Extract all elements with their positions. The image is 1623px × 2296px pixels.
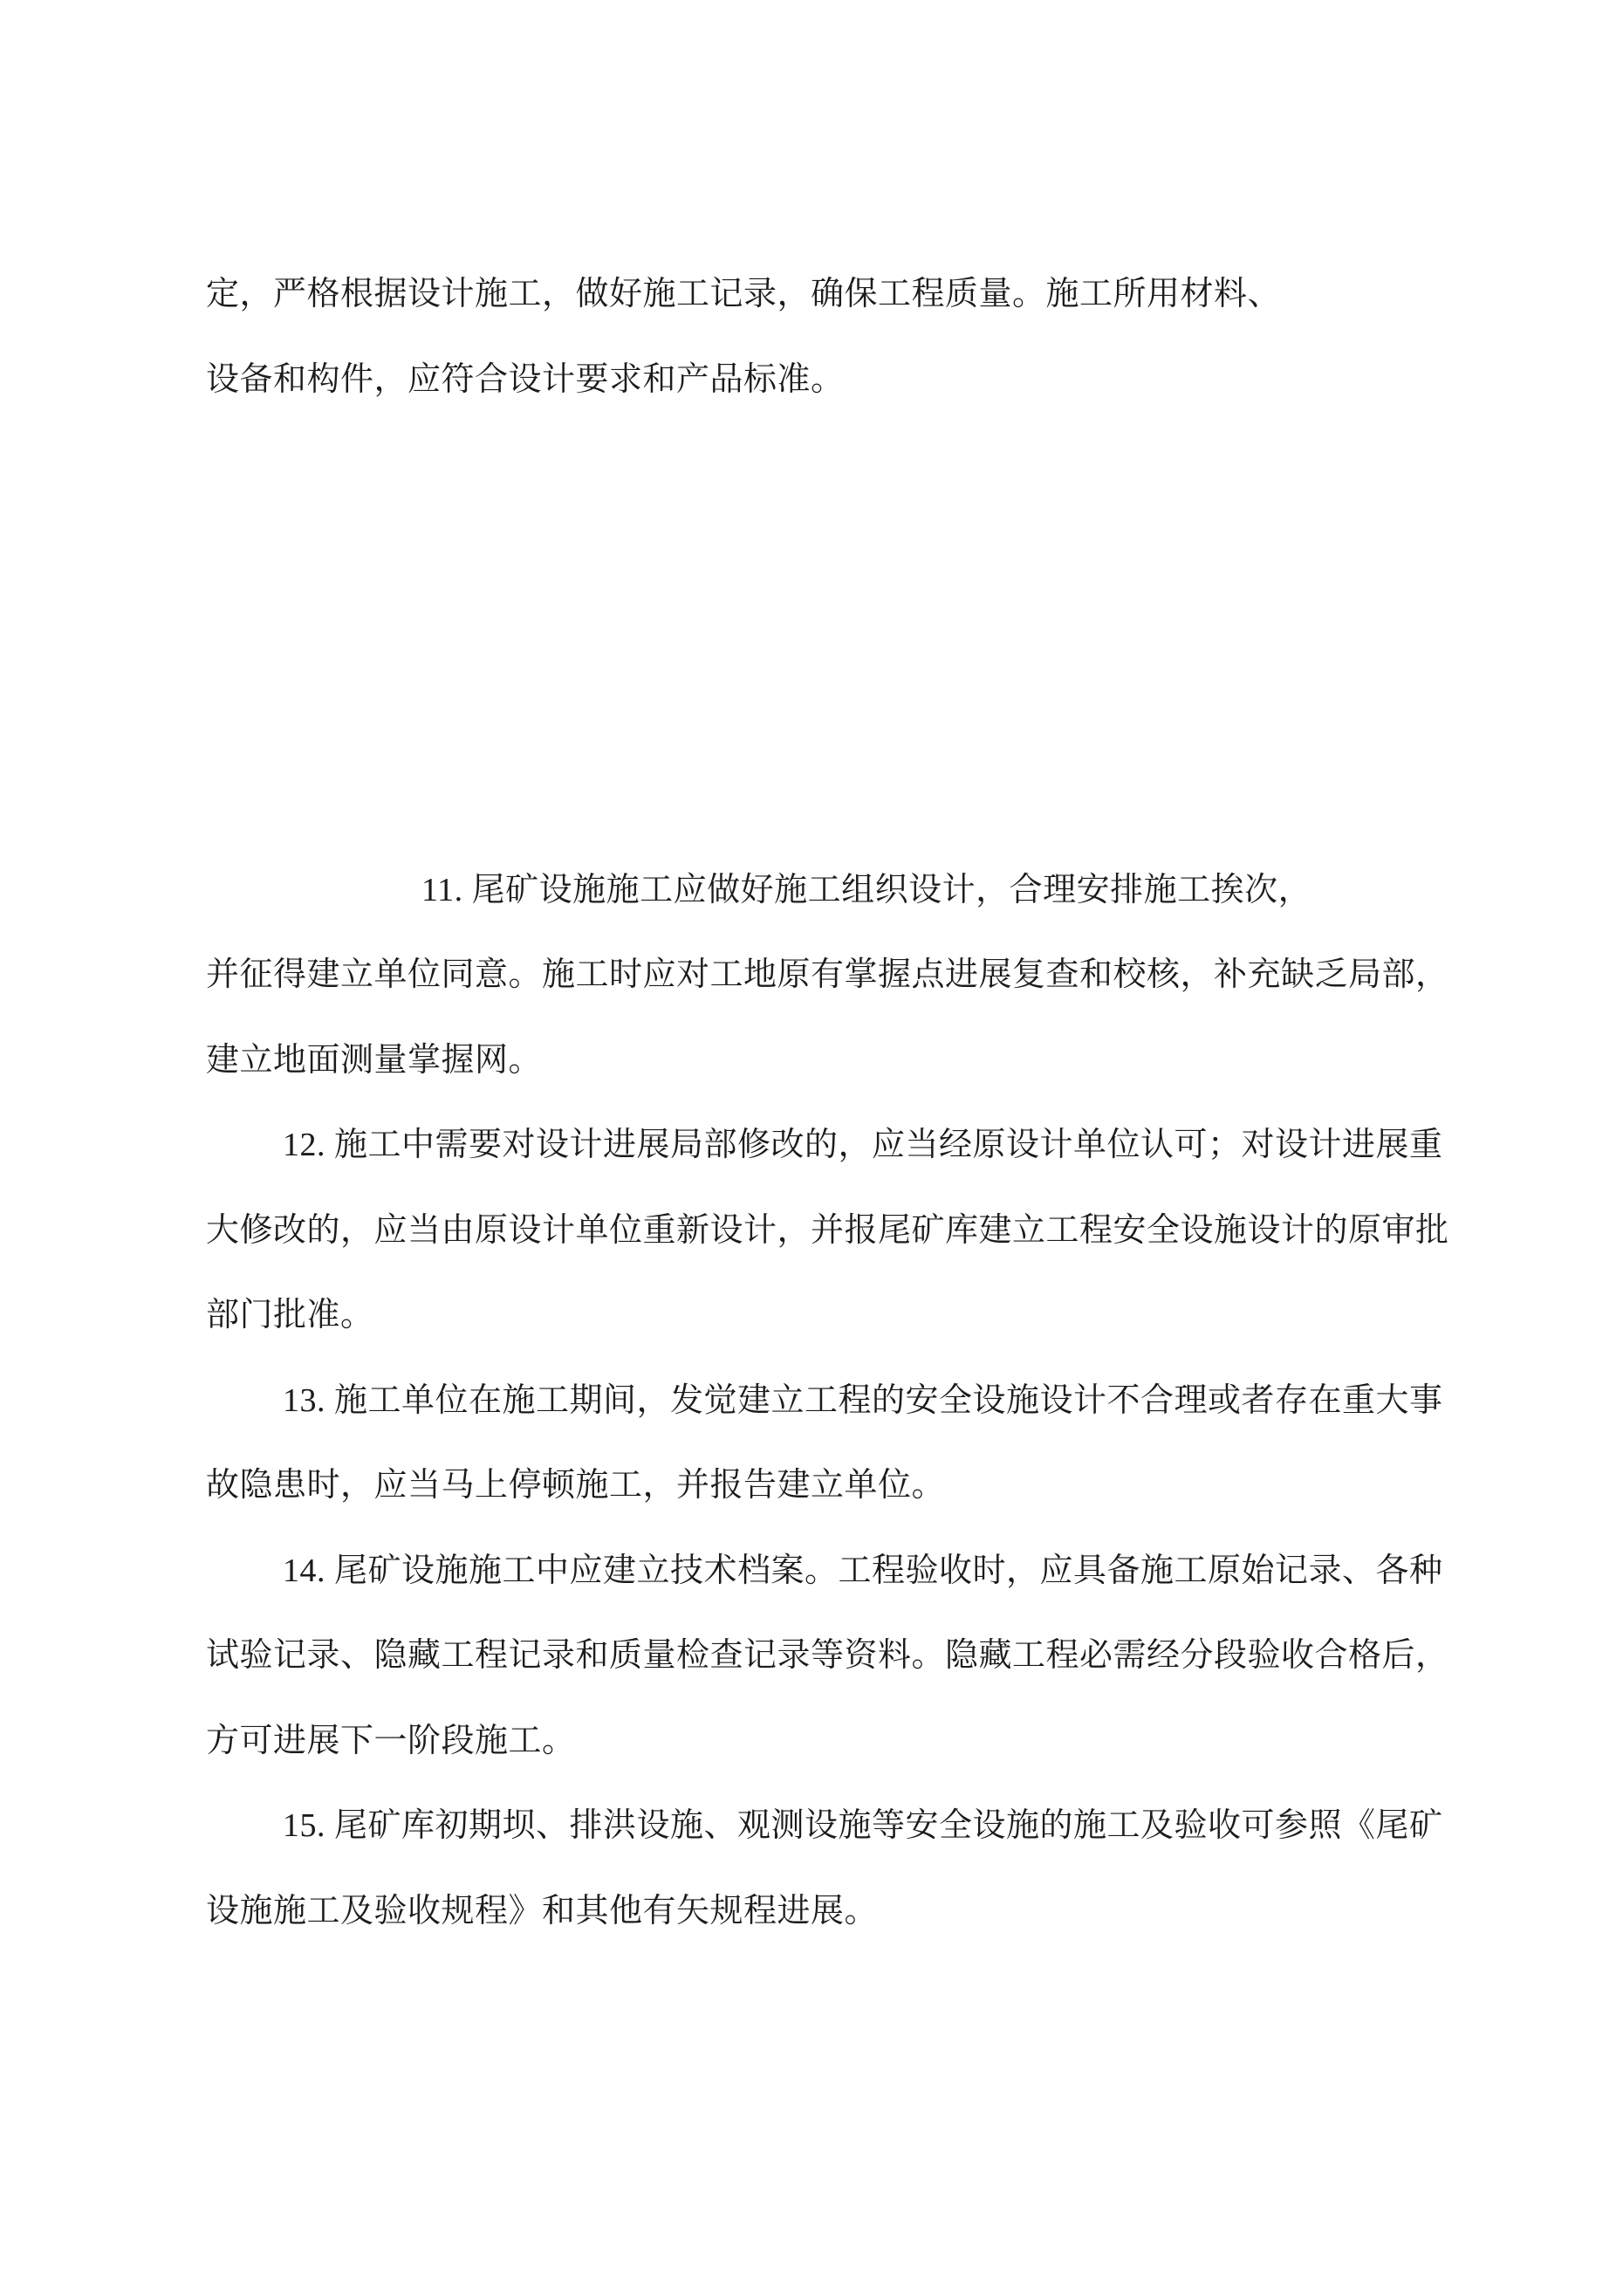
text-line-item-13: 13. 施工单位在施工期间，发觉建立工程的安全设施设计不合理或者存在重大事 bbox=[283, 1381, 1443, 1419]
paragraph-gap bbox=[206, 422, 1428, 848]
text-line: 大修改的，应当由原设计单位重新设计，并报尾矿库建立工程安全设施设计的原审批 bbox=[206, 1211, 1449, 1249]
text-line: 设备和构件，应符合设计要求和产品标准。 bbox=[206, 360, 845, 398]
text-line: 定，严格根据设计施工，做好施工记录，确保工程质量。施工所用材料、 bbox=[206, 276, 1282, 312]
text-line-item-12: 12. 施工中需要对设计进展局部修改的，应当经原设计单位认可；对设计进展重 bbox=[283, 1127, 1443, 1163]
text-line: 方可进展下一阶段施工。 bbox=[206, 1722, 576, 1759]
text-line-item-14: 14. 尾矿设施施工中应建立技术档案。工程验收时，应具备施工原始记录、各种 bbox=[283, 1552, 1443, 1589]
text-line-item-15: 15. 尾矿库初期坝、排洪设施、观测设施等安全设施的施工及验收可参照《尾矿 bbox=[283, 1807, 1443, 1844]
text-line-item-11: 11. 尾矿设施施工应做好施工组织设计，合理安排施工挨次， bbox=[421, 871, 1312, 908]
text-line: 并征得建立单位同意。施工时应对工地原有掌握点进展复查和校核，补充缺乏局部， bbox=[206, 956, 1449, 993]
text-line: 故隐患时，应当马上停顿施工，并报告建立单位。 bbox=[206, 1467, 946, 1504]
text-line: 建立地面测量掌握网。 bbox=[206, 1041, 543, 1079]
text-block bbox=[206, 252, 1449, 1954]
text-line: 试验记录、隐藏工程记录和质量检查记录等资料。隐藏工程必需经分段验收合格后， bbox=[206, 1637, 1449, 1674]
text-line: 设施施工及验收规程》和其他有矢规程进展。 bbox=[206, 1892, 879, 1929]
text-line: 部门批准。 bbox=[206, 1297, 374, 1333]
